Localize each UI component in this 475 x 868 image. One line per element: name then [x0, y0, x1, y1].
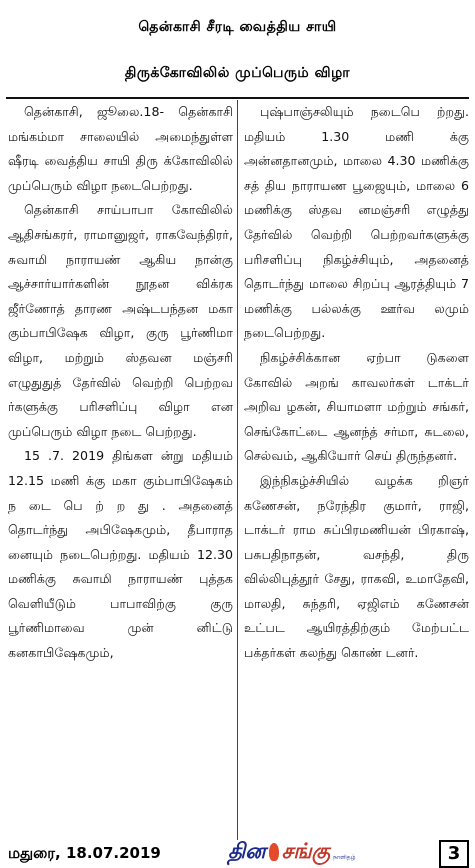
article-column-left [8, 100, 233, 666]
newspaper-logo [228, 838, 356, 866]
headline-line-2: திருக்கோவிலில் முப்பெரும் விழா [124, 65, 351, 81]
article-column-right [244, 100, 469, 666]
logo-word-dina: தின [228, 838, 266, 863]
page-footer [0, 838, 475, 868]
article-paragraph: இந்நிகழ்ச்சியில் வழக்க றிஞர் கணேசன், நரேந்திர குமார், ராஜி, டாக்டர் ராம சுப்பிரமணியன் பிரகாஷ், பசுபதிநாதன், வசந்தி, திரு வில்லிபுத்தூர் சேது, ராகவி, உமாதேவி, மாலதி, சுந்தரி, ஏஜிஎம் கணேசன் உட்பட ஆயிரத்திற்கும் மேற்பட்ட பக்தர்கள் கலந்து கொண் டனர். [244, 472, 469, 661]
headline-divider [6, 97, 469, 99]
page-number: 3 [439, 840, 469, 868]
article-paragraph: 15 .7. 2019 திங்கள ன்று மதியம் 12.15 மணி க்கு மகா கும்பாபிஷேகம் ந டை பெ ற் ற து . அதனைத் தொடர்ந்து அபிஷேகமும், தீபாராத னையும் நடைபெற்றது. மதியம் 12.30 மணிக்கு சுவாமி நாராயண் புத்தக வெளியீடும் பாபாவிற்கு குரு பூர்ணிமாவை முன் னிட்டு கனகாபிஷேகமும், [8, 448, 233, 661]
conch-icon [267, 841, 281, 863]
article-paragraph: நிகழ்ச்சிக்கான ஏற்பா டுகளை கோவில் அறங் காவலர்கள் டாக்டர் அறிவ ழகன், சியாமளா மற்றும் சங்கர், செங்கோட்டை ஆனந்த் சர்மா, சுடலை, செல்வம், ஆகியோர் செய் திருந்தனர். [244, 349, 469, 464]
logo-tagline: நாளிதழ் [333, 854, 356, 861]
headline-line-1: தென்காசி சீரடி வைத்திய சாயி [138, 19, 337, 35]
article-paragraph: புஷ்பாஞ்சலியும் நடைபெ ற்றது. மதியம் 1.30 மணி க்கு அன்னதானமும், மாலை 4.30 மணிக்கு சத் திய நாராயண பூஜையும், மாலை 6 மணிக்கு ஸ்தவ னமஞ்சரி எழுத்து தேர்வில் வெற்றி பெற்றவர்களுக்கு பரிசளிப்பு நிகழ்ச்சியும், அதனைத் தொடர்ந்து மாலை சிறப்பு ஆரத்தியும் 7 மணிக்கு பல்லக்கு ஊர்வ லமும் நடைபெற்றது. [244, 104, 469, 341]
dateline: மதுரை, 18.07.2019 [8, 844, 161, 862]
column-divider [237, 100, 238, 840]
logo-word-sangu: சங்கு [281, 838, 331, 863]
article-paragraph: தென்காசி, ஜூலை.18- தென்காசி மங்கம்மா சாலையில் அமைந்துள்ள ஷீரடி வைத்திய சாயி திரு க்கோவிலில் முப்பெரும் விழா நடைபெற்றது. [8, 104, 233, 193]
article-paragraph: தென்காசி சாய்பாபா கோவிலில் ஆதிசங்கரர், ராமானுஜர், ராகவேந்திரர், சுவாமி நாராயண் ஆகிய நான்கு ஆச்சார்யார்களின் நூதன விக்ரக ஜீர்ணோத் தாரண அஷ்டபந்தன மகா கும்பாபிஷேக விழா, குரு பூர்ணிமா விழா, மற்றும் ஸ்தவன மஞ்சரி எழுதுதுத் தேர்வில் வெற்றி பெற்றவ ர்களுக்கு பரிசளிப்பு விழா என முப்பெரும் விழா நடை பெற்றது. [8, 202, 233, 439]
